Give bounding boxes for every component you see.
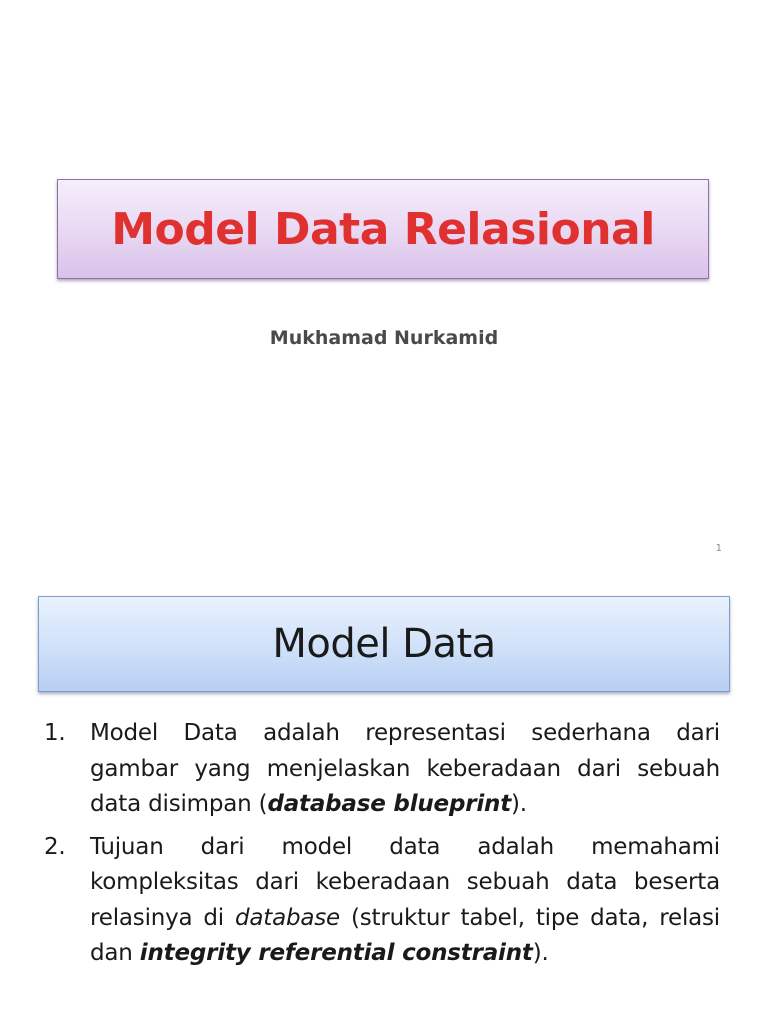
slide-title: Model Data Relasional bbox=[111, 203, 655, 255]
list-item bbox=[44, 830, 720, 972]
list-text: ). bbox=[511, 791, 527, 817]
title-box bbox=[57, 179, 709, 279]
author-name: Mukhamad Nurkamid bbox=[269, 327, 499, 349]
emphasis-text: database bbox=[234, 904, 341, 931]
list-text: Model Data adalah representasi sederhana dari gambar yang menjelaskan keberadaan dari sebuah data disimpan ( bbox=[90, 720, 720, 817]
title-box bbox=[38, 596, 730, 692]
list-number: 1. bbox=[44, 720, 66, 746]
list-number: 2. bbox=[44, 833, 66, 860]
list-text: (struktur tabel, tipe data, relasi dan bbox=[90, 904, 720, 966]
numbered-list bbox=[44, 716, 720, 979]
emphasis-text: database blueprint bbox=[267, 791, 512, 817]
list-item bbox=[44, 716, 720, 823]
slide-title: Model Data bbox=[272, 621, 496, 667]
list-text: ). bbox=[532, 940, 549, 966]
list-text: Tujuan dari model data adalah memahami kompleksitas dari keberadaan sebuah data beserta relasinya di bbox=[90, 833, 720, 931]
emphasis-text: integrity referential constraint bbox=[139, 940, 533, 966]
content-slide bbox=[0, 576, 768, 1024]
slide-number: 1 bbox=[715, 543, 722, 554]
